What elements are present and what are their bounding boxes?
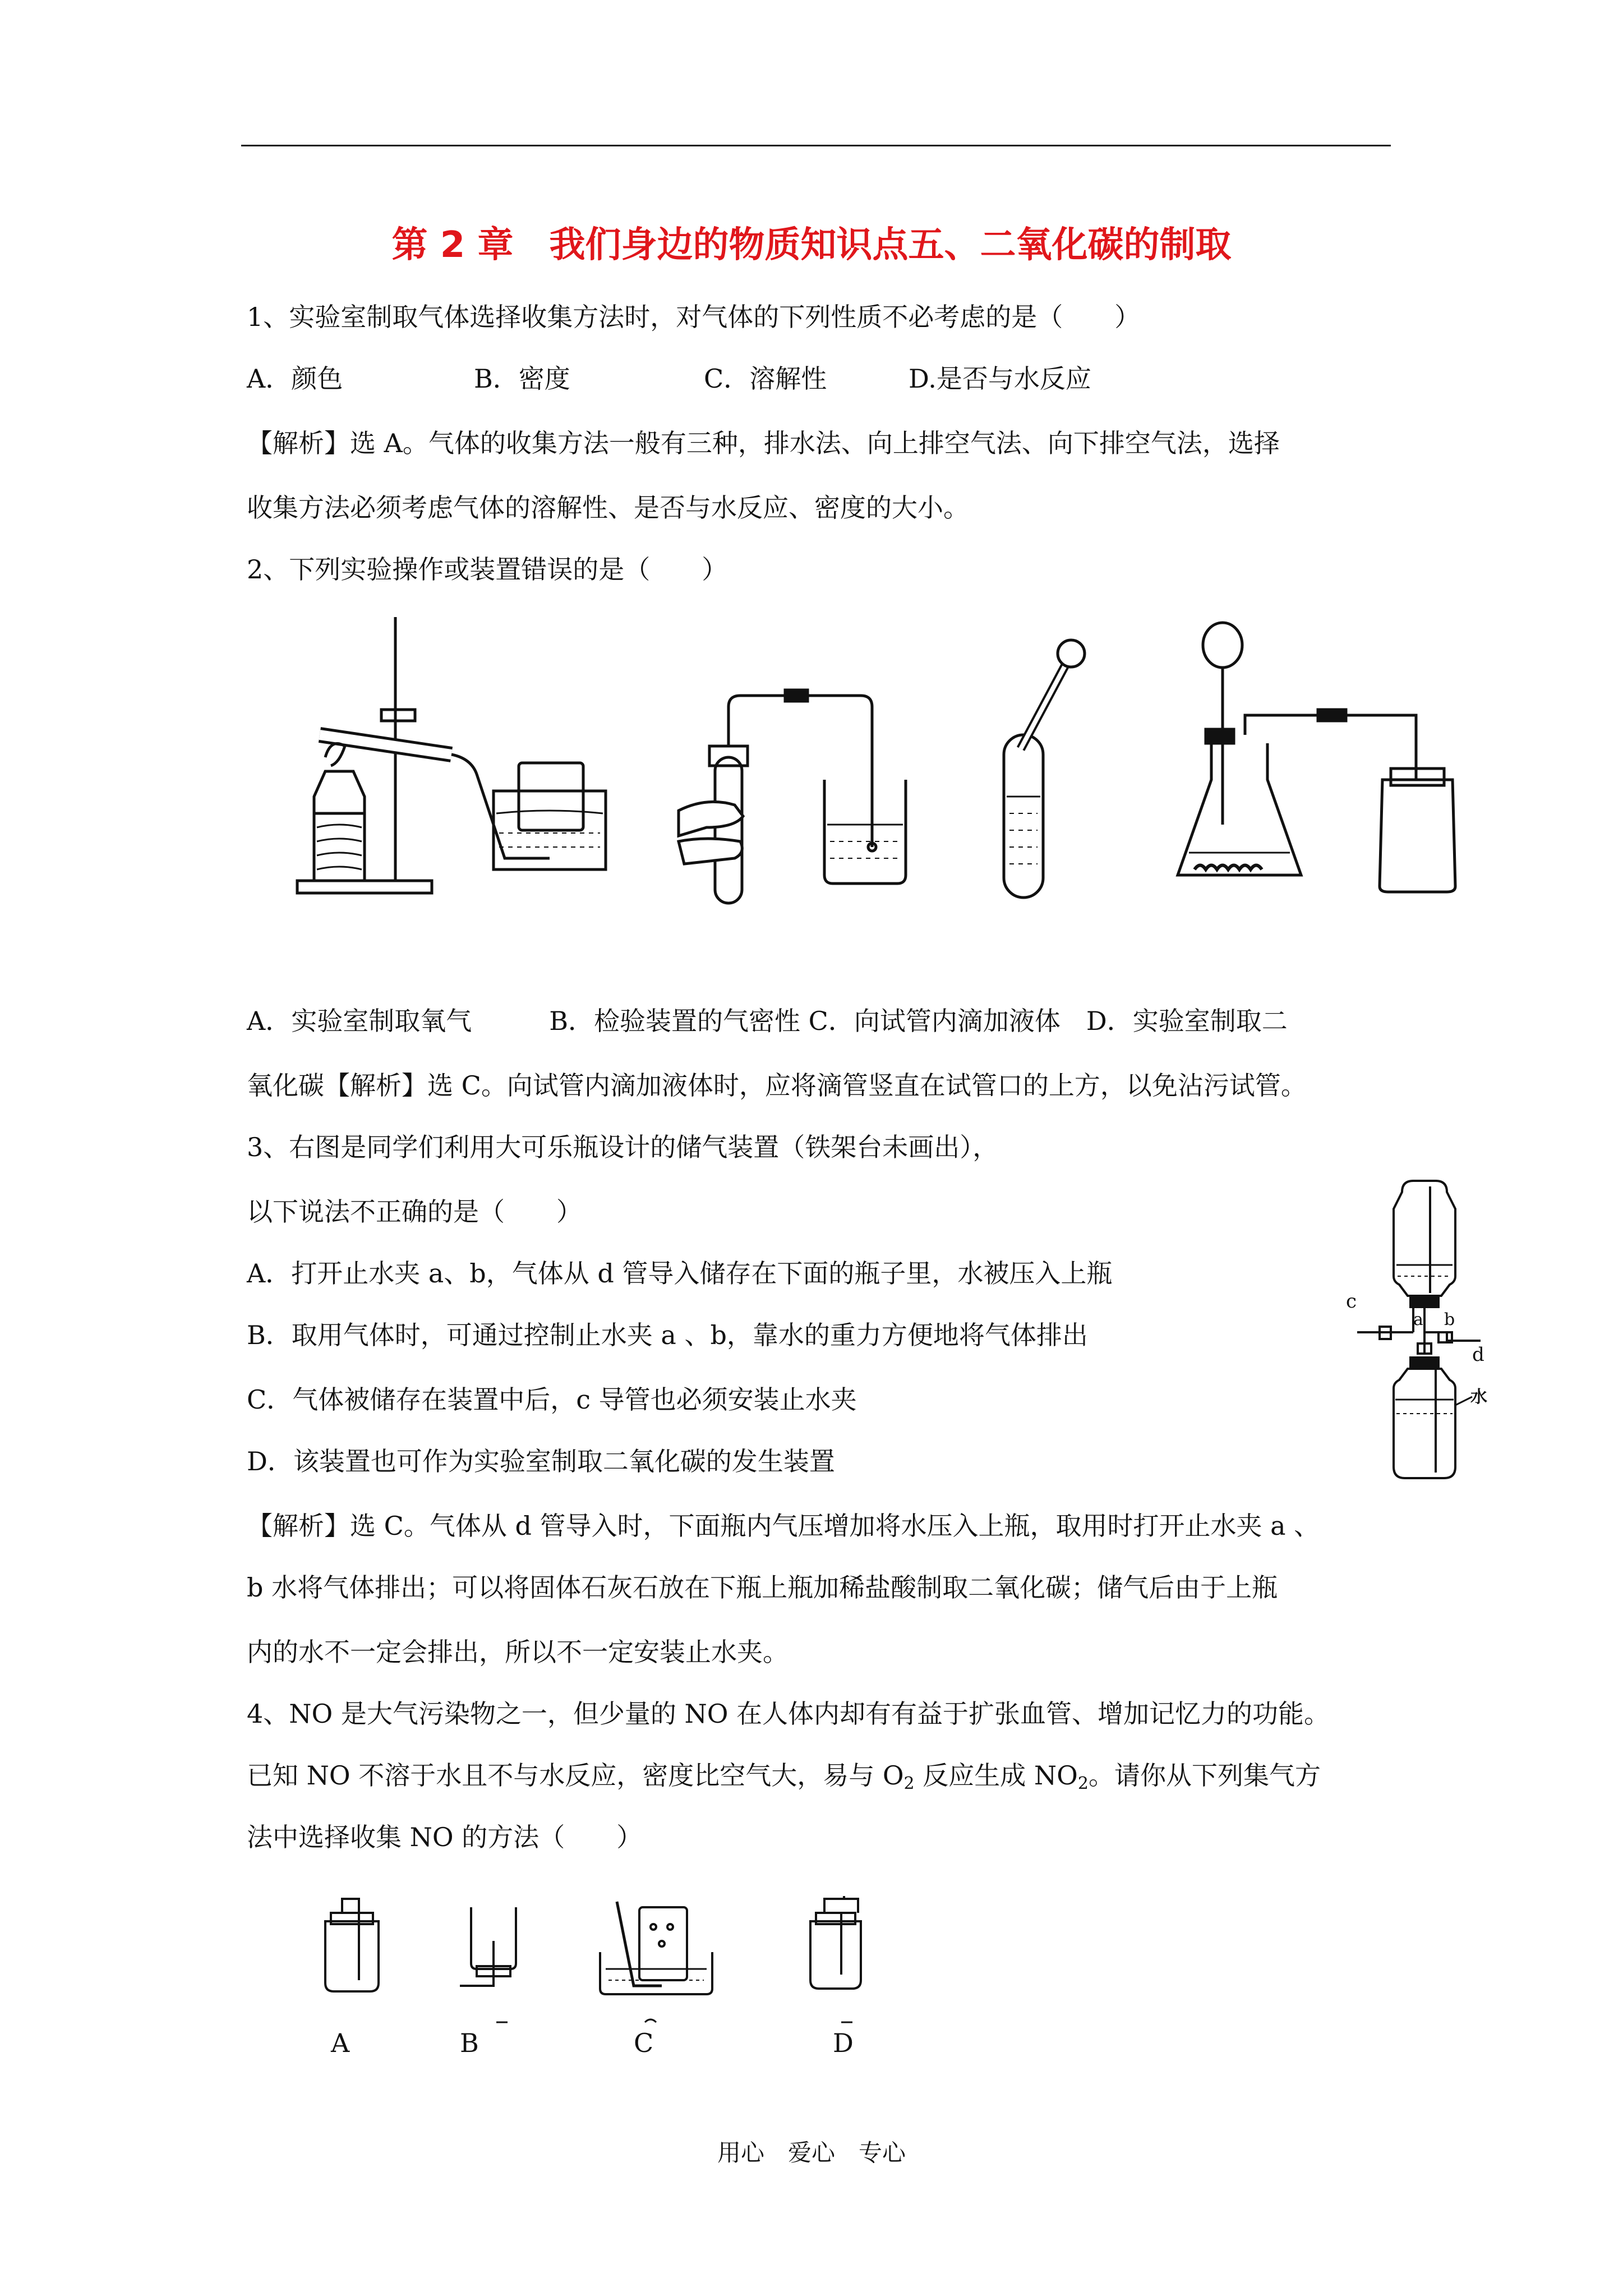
q4-no2-subscript: 2: [1077, 1774, 1089, 1793]
q4-label-a: A: [331, 2028, 350, 2058]
q3-option-c: C．气体被储存在装置中后，c 导管也必须安装止水夹: [247, 1384, 857, 1415]
q4-o2-subscript: 2: [903, 1774, 915, 1793]
q3-gas-storage-figure: [1346, 1175, 1492, 1489]
q3-analysis-line1: 【解析】选 C。气体从 d 管导入时，下面瓶内气压增加将水压入上瓶，取用时打开止水夹 a 、: [247, 1511, 1320, 1541]
q1-option-a: A．颜色: [247, 364, 343, 394]
collection-c: [600, 1902, 712, 2022]
q4-collection-methods-figure: [303, 1896, 920, 2025]
collection-b: [460, 1907, 516, 2022]
q2-analysis: 氧化碳【解析】选 C。向试管内滴加液体时，应将滴管竖直在试管口的上方，以免沾污试管。: [247, 1070, 1307, 1101]
q4-line3: 法中选择收集 NO 的方法（ ）: [247, 1822, 643, 1852]
apparatus-c-dropper-test-tube: [1004, 640, 1085, 898]
page-footer: 用心 爱心 专心: [717, 2139, 906, 2166]
q3-option-b: B．取用气体时，可通过控制止水夹 a 、b，靠水的重力方便地将气体排出: [247, 1320, 1088, 1350]
q3-stem-line1: 3、右图是同学们利用大可乐瓶设计的储气装置（铁架台未画出），: [247, 1132, 999, 1162]
q1-analysis-line1: 【解析】选 A。气体的收集方法一般有三种，排水法、向上排空气法、向下排空气法，选择: [247, 428, 1280, 458]
fig-label-a: a: [1413, 1310, 1423, 1329]
q4-line2: [247, 1759, 1321, 1801]
apparatus-b-airtightness-check: [679, 690, 906, 903]
q4-label-b: B: [460, 2028, 479, 2058]
fig-label-water: 水: [1470, 1387, 1487, 1407]
q3-stem-line2: 以下说法不正确的是（ ）: [247, 1197, 582, 1227]
q4-line2-part3: 。请你从下列集气方: [1088, 1760, 1321, 1791]
q2-options: A．实验室制取氧气 B．检验装置的气密性 C．向试管内滴加液体 D．实验室制取二: [247, 1006, 1288, 1036]
header-rule: [241, 145, 1391, 146]
q1-option-d: D.是否与水反应: [909, 364, 1091, 394]
q4-label-d: D: [833, 2028, 854, 2058]
apparatus-d-co2-generator: [1178, 623, 1455, 892]
fig-label-d: d: [1472, 1343, 1484, 1366]
q1-stem: 1、实验室制取气体选择收集方法时，对气体的下列性质不必考虑的是（ ）: [247, 302, 1141, 332]
page-title: 第 2 章 我们身边的物质知识点五、二氧化碳的制取: [391, 224, 1232, 266]
fig-label-c: c: [1346, 1290, 1357, 1313]
fig-label-b: b: [1444, 1310, 1455, 1329]
q4-line2-part2: 反应生成 NO: [914, 1760, 1078, 1791]
q1-option-c: C．溶解性: [704, 364, 827, 394]
collection-d: [810, 1896, 861, 2022]
q1-analysis-line2: 收集方法必须考虑气体的溶解性、是否与水反应、密度的大小。: [247, 493, 969, 523]
q2-apparatus-figure: [292, 611, 1469, 926]
q3-analysis-line3: 内的水不一定会排出，所以不一定安装止水夹。: [247, 1637, 789, 1667]
collection-a: [325, 1899, 379, 1991]
q1-option-b: B．密度: [474, 364, 570, 394]
q2-stem: 2、下列实验操作或装置错误的是（ ）: [247, 554, 728, 585]
q4-line2-part1: 已知 NO 不溶于水且不与水反应，密度比空气大，易与 O: [247, 1760, 904, 1791]
q3-option-d: D．该装置也可作为实验室制取二氧化碳的发生装置: [247, 1446, 835, 1476]
q3-option-a: A．打开止水夹 a、b，气体从 d 管导入储存在下面的瓶子里，水被压入上瓶: [247, 1258, 1113, 1289]
q4-label-c: C: [634, 2028, 654, 2058]
apparatus-a-oxygen-preparation: [297, 617, 606, 893]
q3-analysis-line2: b 水将气体排出；可以将固体石灰石放在下瓶上瓶加稀盐酸制取二氧化碳；储气后由于上瓶: [247, 1572, 1278, 1603]
q4-line1: 4、NO 是大气污染物之一，但少量的 NO 在人体内却有有益于扩张血管、增加记忆力的功能。: [247, 1699, 1330, 1729]
